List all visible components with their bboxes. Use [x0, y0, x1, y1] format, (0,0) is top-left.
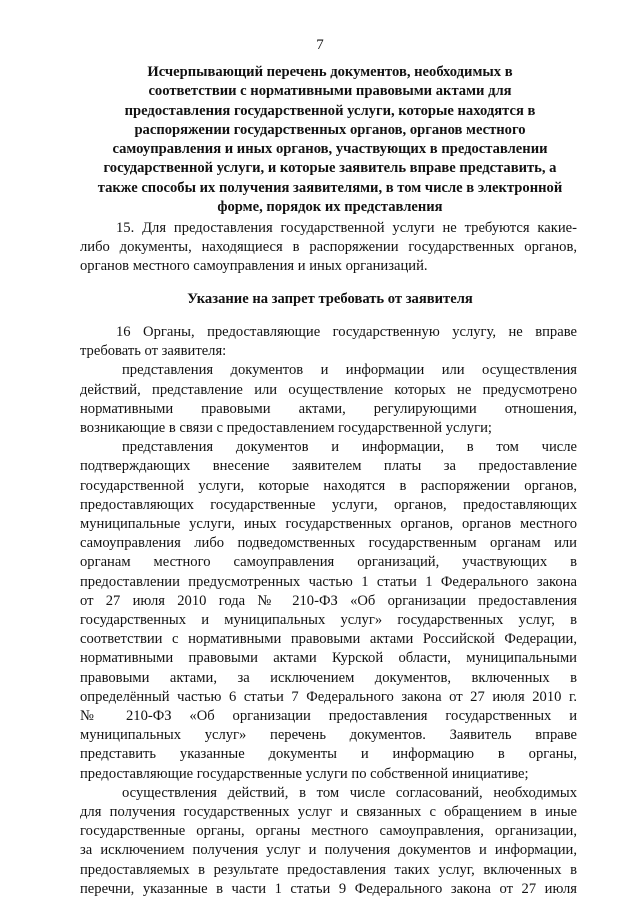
- text-line: органов местного самоуправления и иных организаций.: [80, 258, 428, 275]
- text-line: 15. Для предоставления государственной услуги не требуются какие-: [116, 220, 577, 236]
- section-heading-prohibition: Указание на запрет требовать от заявителя: [187, 291, 473, 307]
- text-line: государственных и муниципальных услуг» государственных услуг, в: [80, 612, 577, 629]
- text-line: осуществления действий, в том числе согласований, необходимых: [122, 784, 577, 801]
- text-line: возникающие в связи с предоставлением государственной услуги;: [80, 420, 492, 437]
- text-line: определённый частью 6 статьи 7 Федерального закона от 27 июля 2010 г.: [80, 688, 577, 705]
- text-line: правовыми актами, за исключением документов, включенных в: [80, 669, 577, 686]
- text-line: представления документов и информации или осуществления: [122, 362, 577, 379]
- text-line: предоставляющие государственные услуги по собственной инициативе;: [80, 765, 529, 782]
- heading-line: Исчерпывающий перечень документов, необходимых в: [147, 64, 513, 80]
- text-line: государственные органы, органы местного самоуправления, организации,: [80, 823, 577, 840]
- heading-line: предоставления государственной услуги, которые находятся в: [124, 102, 536, 119]
- text-line: от 27 июля 2010 года № 210-ФЗ «Об организации предоставления: [80, 592, 577, 609]
- text-line: муниципальные услуги, иных государственных органов, органов местного: [80, 516, 577, 533]
- text-line: представить указанные документы и информацию в органы,: [80, 746, 577, 763]
- text-line: для получения государственных услуг и связанных с обращением в иные: [80, 804, 577, 821]
- heading-line: форме, порядок их представления: [217, 199, 443, 216]
- text-line: либо документы, находящиеся в распоряжении государственных органов,: [80, 239, 577, 256]
- text-line: соответствии с нормативными правовыми актами Российской Федерации,: [80, 631, 577, 648]
- paragraph-16: [80, 323, 577, 899]
- heading-line: также способы их получения заявителями, в том числе в электронной: [97, 179, 563, 196]
- text-line: подтверждающих внесение заявителем платы за предоставление: [80, 458, 577, 475]
- text-line: государственной услуги, которые находятся в распоряжении органов,: [80, 477, 577, 494]
- text-line: за исключением получения услуг и получения документов и информации,: [80, 842, 577, 859]
- heading-line: соответствии с нормативными правовыми актами для: [148, 83, 512, 100]
- text-line: 16 Органы, предоставляющие государственную услугу, не вправе: [116, 324, 577, 340]
- page-number: 7: [316, 37, 324, 53]
- section-heading-documents-list: [80, 63, 580, 217]
- text-line: муниципальных услуг» перечень документов. Заявитель вправе: [80, 727, 577, 744]
- text-line: органам местного самоуправления организаций, участвующих в: [80, 554, 577, 571]
- text-line: требовать от заявителя:: [80, 343, 227, 360]
- text-line: предоставляемых в результате предоставления таких услуг, включенных в: [80, 861, 577, 878]
- heading-line: государственной услуги, и которые заявитель вправе представить, а: [103, 160, 557, 177]
- paragraph-15: [80, 219, 577, 277]
- heading-line: самоуправления и иных органов, участвующих в предоставлении: [112, 141, 548, 158]
- text-line: перечни, указанные в части 1 статьи 9 Федерального закона от 27 июля: [80, 880, 577, 897]
- text-line: самоуправления либо подведомственных государственным органам или: [80, 535, 577, 552]
- text-line: нормативными правовыми актами, регулирующими отношения,: [80, 400, 577, 417]
- text-line: предоставляющих государственные услуги, органов, предоставляющих: [80, 496, 577, 513]
- text-line: действий, представление или осуществление которых не предусмотрено: [80, 381, 577, 398]
- text-line: предоставлении предусмотренных частью 1 статьи 1 Федерального закона: [80, 573, 577, 590]
- heading-line: распоряжении государственных органов, органов местного: [134, 121, 526, 138]
- text-line: представления документов и информации, в том числе: [122, 439, 577, 456]
- text-line: № 210-ФЗ «Об организации предоставления государственных и: [80, 708, 577, 725]
- text-line: нормативными правовыми актами Курской области, муниципальными: [80, 650, 577, 667]
